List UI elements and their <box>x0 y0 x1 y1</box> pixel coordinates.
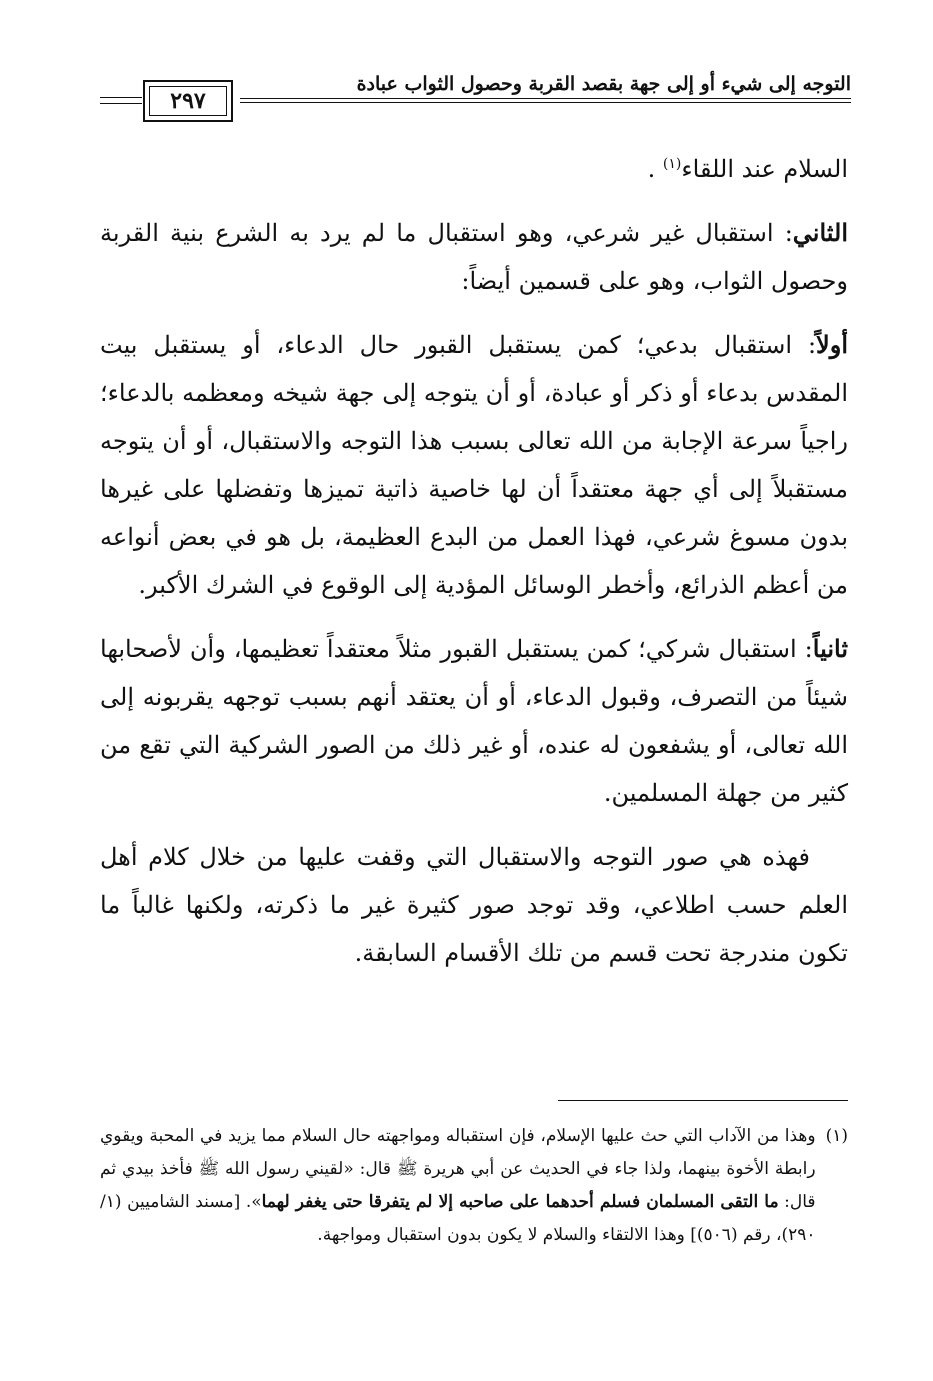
paragraph-first-kind: أولاً: استقبال بدعي؛ كمن يستقبل القبور حال الدعاء، أو يستقبل بيت المقدس بدعاء أو ذكر أو عبادة، أو أن يتوجه إلى جهة شيخه ومعظمه بالدعاء؛ راجياً سرعة الإجابة من الله تعالى بسبب هذا التوجه والاستقبال، أو أن يتوجه مستقبلاً إلى أي جهة معتقداً أن لها خاصية ذاتية تميزها وتفضلها على غيرها بدون مسوغ شرعي، فهذا العمل من البدع العظيمة، بل هو في بعض أنواعه من أعظم الذرائع، وأخطر الوسائل المؤدية إلى الوقوع في الشرك الأكبر. <box>100 330 848 599</box>
footnote-ref: (١) <box>662 156 682 172</box>
paragraph-summary: فهذه هي صور التوجه والاستقبال التي وقفت عليها من خلال كلام أهل العلم حسب اطلاعي، وقد توجد صور كثيرة غير ما ذكرته، ولكنها غالباً ما تكون مندرجة تحت قسم من تلك الأقسام السابقة. <box>100 843 848 967</box>
main-text <box>100 145 848 993</box>
footnote-separator <box>558 1100 848 1101</box>
header-double-rule <box>100 97 142 104</box>
hadith-quote: ما التقى المسلمان فسلم أحدهما على صاحبه إلا لم يتفرقا حتى يغفر لهما <box>261 1192 779 1212</box>
paragraph-second-type: الثاني: استقبال غير شرعي، وهو استقبال ما لم يرد به الشرع بنية القربة وحصول الثواب، وهو على قسمين أيضاً: <box>100 218 848 295</box>
paragraph-second-kind: ثانياً: استقبال شركي؛ كمن يستقبل القبور مثلاً معتقداً تعظيمها، وأن لأصحابها شيئاً من التصرف، وقبول الدعاء، أو أن يعتقد أنهم بسبب توجهه يقربونه إلى الله تعالى، أو يشفعون له عنده، أو غير ذلك من الصور الشركية التي تقع من كثير من جهلة المسلمين. <box>100 634 848 807</box>
footnote-text: وهذا من الآداب التي حث عليها الإسلام، فإن استقباله ومواجهته حال السلام مما يزيد في المحبة ويقوي رابطة الأخوة بينهما، ولذا جاء في الحديث عن أبي هريرة ﷺ قال: «لقيني رسول الله ﷺ فأخذ بيدي ثم قال: ما التقى المسلمان فسلم أحدهما على صاحبه إلا لم يتفرقا حتى يغفر لهما». [مسند الشاميين (١/ ٢٩٠)، رقم (٥٠٦)] وهذا الالتقاء والسلام لا يكون بدون استقبال ومواجهة. <box>100 1126 816 1245</box>
footnote-number: (١) <box>825 1126 848 1146</box>
page-number-frame <box>143 80 233 122</box>
paragraph: السلام عند اللقاء$^{(١)}$ . <box>647 155 848 183</box>
running-title: التوجه إلى شيء أو إلى جهة بقصد القربة وحصول الثواب عبادة <box>356 73 851 95</box>
paragraph-label: ثانياً <box>812 634 848 663</box>
header-rule <box>240 98 851 103</box>
paragraph-label: أولاً <box>816 330 848 359</box>
paragraph-label: الثاني <box>792 218 848 247</box>
footnote <box>100 1120 848 1252</box>
page-number: ٢٩٧ <box>170 88 206 114</box>
